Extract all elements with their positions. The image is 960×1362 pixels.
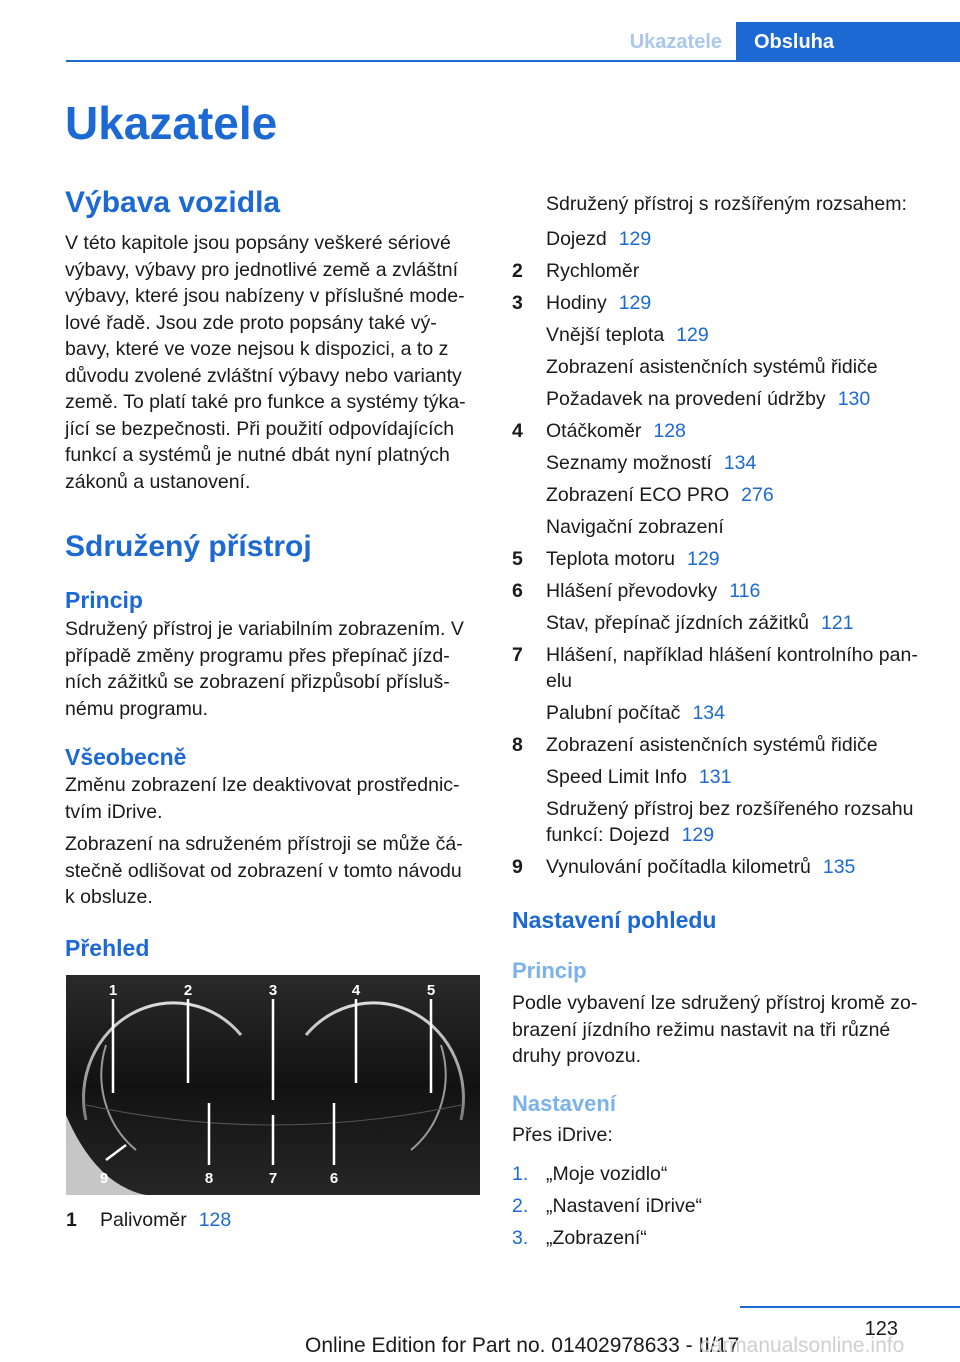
text-line: druhy provozu. [512,1045,641,1067]
step-text: „Zobrazení“ [546,1227,647,1249]
step-number: 2. [512,1195,529,1217]
text-line: jící se bezpečnosti. Při použití odpovídajících [65,417,455,440]
text-line: země. To platí také pro funkce a systémy týka- [65,391,466,413]
page-reference-link[interactable]: 276 [741,484,774,506]
page-reference-link[interactable]: 129 [687,548,720,570]
page-reference-link[interactable]: 116 [729,580,761,602]
legend-text: Zobrazení asistenčních systémů řidiče [546,734,878,756]
legend-number: 9 [512,856,523,878]
text-line: zákonů a ustanovení. [65,470,251,493]
page-reference-link[interactable]: 131 [698,766,732,788]
step-text: „Nastavení iDrive“ [546,1195,703,1217]
text-line: výbavy, které jsou nabízeny v příslušné mode- [65,285,465,307]
page-reference-link[interactable]: 128 [198,1209,232,1231]
step-number: 1. [512,1163,529,1185]
legend-text: funkcí: Dojezd [546,824,670,846]
callout-label-2: 2 [183,982,193,999]
page-reference-link[interactable]: 134 [692,702,725,724]
page-reference-link[interactable]: 128 [653,420,686,442]
page-reference-link[interactable]: 135 [822,856,856,878]
legend-text: Teplota motoru [546,548,675,570]
page-title: Ukazatele [65,97,278,149]
view-principle-heading: Princip [512,958,587,983]
callout-label-1: 1 [108,982,118,999]
legend-text: Sdružený přístroj bez rozšířeného rozsahu [546,798,914,820]
legend-text: Požadavek na provedení údržby [546,388,826,410]
text-line: případě změny programu přes přepínač jízd- [65,644,450,667]
page-reference-link[interactable]: 134 [723,452,757,474]
settings-heading: Nastavení [512,1091,616,1116]
overview-heading: Přehled [65,935,150,961]
text-line: Podle vybavení lze sdružený přístroj kromě zo- [512,992,918,1014]
text-line: brazení jízdního režimu nastavit na tři různé [512,1018,891,1041]
legend-number: 1 [66,1209,77,1231]
legend-text: Palubní počítač [546,702,681,724]
legend-text: Hodiny [546,292,607,314]
legend-text: Stav, přepínač jízdních zážitků [546,612,810,634]
principle-heading: Princip [65,587,143,613]
legend-text: Zobrazení ECO PRO [546,484,730,506]
page-reference-link[interactable]: 129 [676,324,709,346]
legend-text: Vynulování počítadla kilometrů [546,856,811,878]
text-line: Sdružený přístroj je variabilním zobrazením. V [65,618,464,640]
legend-number: 5 [512,548,523,570]
equipment-heading: Výbava vozidla [65,186,281,219]
watermark: carmanualsonline.info [700,1334,905,1357]
legend-text: Otáčkoměr [546,420,642,442]
page-reference-link[interactable]: 129 [618,228,652,250]
legend-text: Vnější teplota [546,324,665,346]
view-settings-heading: Nastavení pohledu [512,907,717,933]
step-number: 3. [512,1227,529,1249]
legend-text: Seznamy možností [546,452,712,474]
page-number: 123 [864,1318,898,1340]
legend-number: 6 [512,580,523,602]
text-line: ních zážitků se zobrazení přizpůsobí přísluš- [65,671,450,693]
legend-text: Speed Limit Info [546,766,687,788]
callout-label-7: 7 [268,1170,278,1187]
callout-label-4: 4 [351,982,361,999]
cluster-heading: Sdružený přístroj [65,530,312,563]
header-tab-ukazatele[interactable]: Ukazatele [629,31,722,53]
page-reference-link[interactable]: 130 [837,388,871,410]
page-reference-link[interactable]: 129 [618,292,652,314]
legend-number: 3 [512,292,523,314]
edition-note: Online Edition for Part no. 01402978633 - II/17 [305,1334,740,1357]
text-line: výbavy, výbavy pro jednotlivé země a zvláštní [65,258,459,281]
legend-text: Sdružený přístroj s rozšířeným rozsahem: [546,193,907,215]
text-line: nému programu. [65,697,209,720]
callout-label-9: 9 [99,1170,109,1187]
legend-number: 4 [512,420,523,442]
text-line: funkcí a systémů je nutné dbát nyní platných [65,444,450,466]
legend-text: Hlášení převodovky [546,580,718,602]
callout-label-8: 8 [204,1170,214,1187]
callout-label-6: 6 [329,1170,339,1187]
legend-text: Palivoměr [100,1209,187,1231]
header-tab-obsluha[interactable]: Obsluha [736,22,960,62]
callout-label-5: 5 [426,982,436,999]
text-line: lové řadě. Jsou zde proto popsány také vý- [65,311,437,334]
text-line: Změnu zobrazení lze deaktivovat prostřednic- [65,774,460,796]
page-reference-link[interactable]: 121 [821,612,854,634]
text-line: Zobrazení na sdruženém přístroji se může čá- [65,833,463,855]
legend-text: Zobrazení asistenčních systémů řidiče [546,356,878,378]
page-reference-link[interactable]: 129 [681,824,715,846]
legend-text: Navigační zobrazení [546,516,724,538]
legend-text: Dojezd [546,228,607,250]
step-text: „Moje vozidlo“ [546,1163,668,1185]
text-line: tvím iDrive. [65,800,163,823]
text-line: k obsluze. [65,886,153,908]
legend-text: elu [546,670,573,692]
legend-number: 2 [512,260,523,282]
text-line: důvodu zvolené zvláštní výbavy nebo varianty [65,364,462,387]
general-heading: Všeobecně [65,744,187,770]
text-line: bavy, které ve voze nejsou k dispozici, a to z [65,338,449,360]
footer-divider [740,1306,960,1308]
text-line: V této kapitole jsou popsány veškeré sériové [65,232,451,254]
settings-intro: Přes iDrive: [512,1124,613,1146]
instrument-cluster-photo [66,975,480,1195]
text-line: stečně odlišovat od zobrazení v tomto návodu [65,859,462,882]
callout-label-3: 3 [268,982,278,999]
header-divider [66,60,736,62]
legend-text: Hlášení, například hlášení kontrolního pan- [546,644,918,666]
instrument-cluster-illustration [66,975,480,1195]
legend-number: 7 [512,644,523,666]
legend-text: Rychloměr [546,260,640,282]
legend-number: 8 [512,734,523,756]
